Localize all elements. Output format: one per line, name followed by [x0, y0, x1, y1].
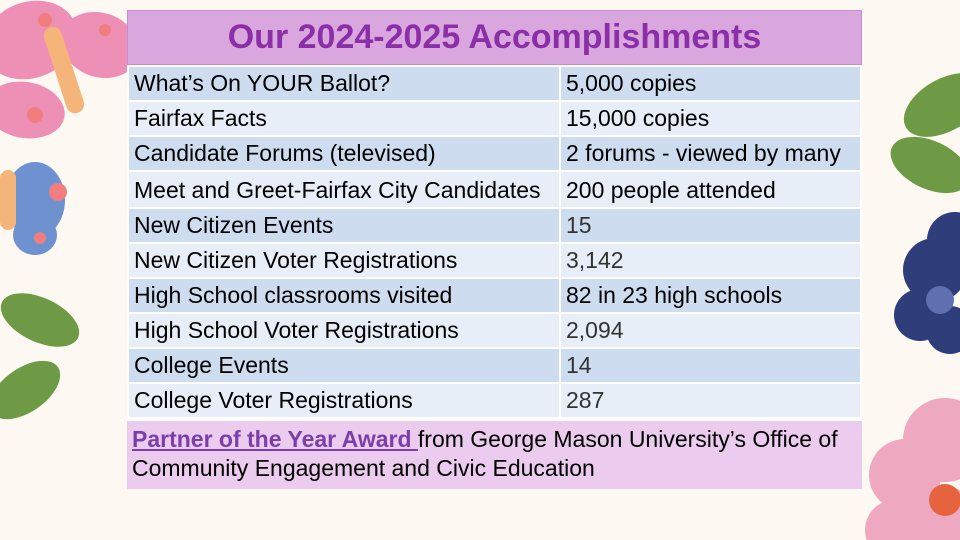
item-cell: College Voter Registrations — [128, 383, 560, 418]
result-cell: 287 — [560, 383, 861, 418]
item-cell: College Events — [128, 348, 560, 383]
award-link[interactable]: Partner of the Year Award — [132, 426, 418, 452]
result-cell: 200 people attended — [560, 171, 861, 208]
table-row — [128, 66, 861, 101]
pink-flower-icon — [865, 398, 960, 540]
item-cell: New Citizen Voter Registrations — [128, 243, 560, 278]
award-note — [127, 419, 862, 489]
accomplishments-table — [127, 65, 862, 419]
table-row — [128, 243, 861, 278]
table-row — [128, 171, 861, 208]
result-cell: 82 in 23 high schools — [560, 278, 861, 313]
accomplishments-card — [127, 10, 862, 540]
result-cell: 2 forums - viewed by many — [560, 136, 861, 171]
table-row — [128, 313, 861, 348]
table-row — [128, 101, 861, 136]
green-leaves-left-icon — [0, 282, 87, 431]
blue-butterfly-icon — [0, 162, 67, 255]
navy-flower-icon — [894, 212, 960, 354]
table-row — [128, 208, 861, 243]
result-cell: 15,000 copies — [560, 101, 861, 136]
item-cell: What’s On YOUR Ballot? — [128, 66, 560, 101]
result-cell: 14 — [560, 348, 861, 383]
page-title: Our 2024-2025 Accomplishments — [127, 10, 862, 65]
item-cell: High School Voter Registrations — [128, 313, 560, 348]
result-cell: 15 — [560, 208, 861, 243]
table-row — [128, 348, 861, 383]
item-cell: High School classrooms visited — [128, 278, 560, 313]
item-cell: New Citizen Events — [128, 208, 560, 243]
item-cell: Meet and Greet-Fairfax City Candidates — [128, 171, 560, 208]
green-leaves-right-icon — [882, 60, 960, 205]
item-cell: Candidate Forums (televised) — [128, 136, 560, 171]
result-cell: 5,000 copies — [560, 66, 861, 101]
table-row — [128, 136, 861, 171]
item-cell: Fairfax Facts — [128, 101, 560, 136]
award-text: from George Mason University’s Office of Community Engagement and Civic Education — [132, 426, 838, 481]
table-row — [128, 383, 861, 418]
result-cell: 2,094 — [560, 313, 861, 348]
table-row — [128, 278, 861, 313]
result-cell: 3,142 — [560, 243, 861, 278]
